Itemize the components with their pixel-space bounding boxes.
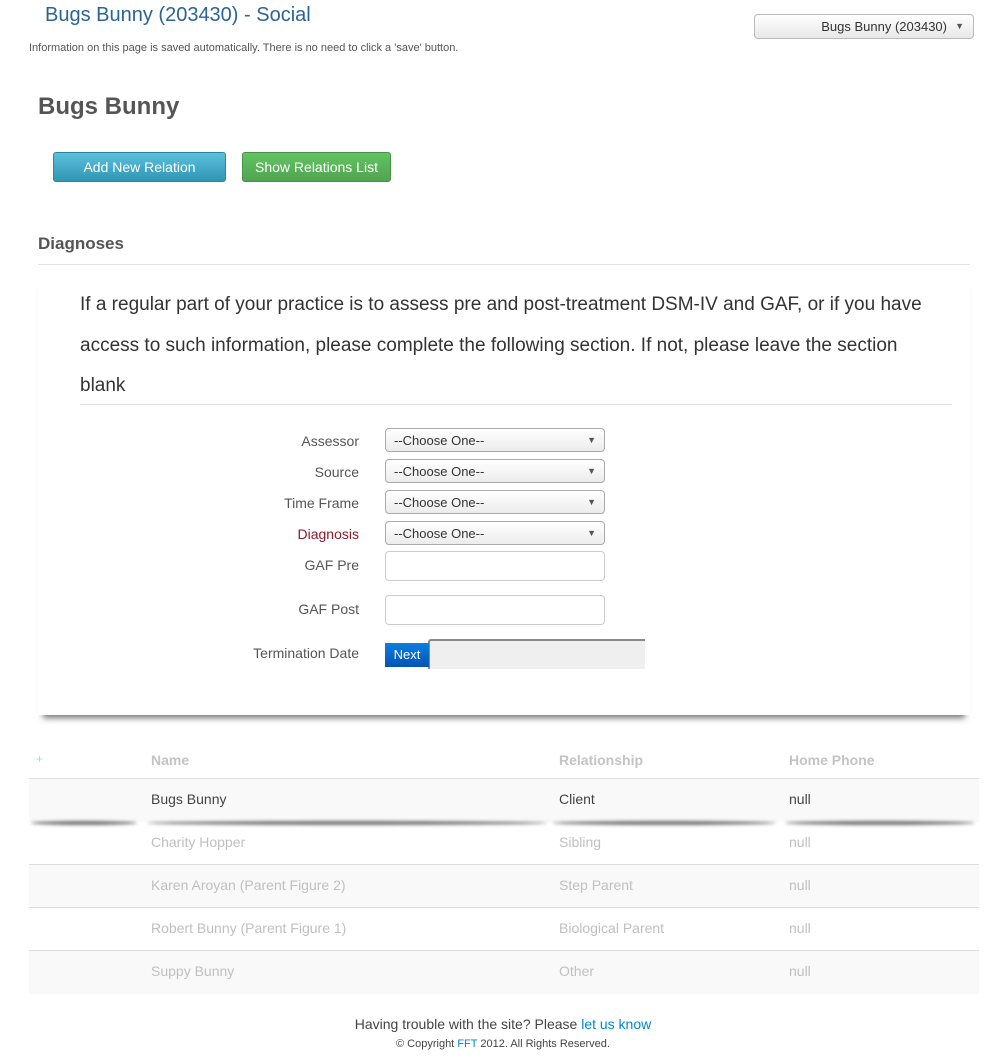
- time-frame-select[interactable]: [385, 490, 605, 514]
- relation-phone: null: [789, 963, 811, 979]
- table-row[interactable]: [29, 865, 979, 908]
- add-new-relation-button[interactable]: Add New Relation: [53, 152, 226, 182]
- patient-selector[interactable]: [754, 14, 974, 39]
- let-us-know-link[interactable]: let us know: [581, 1016, 652, 1032]
- relation-phone: null: [789, 791, 811, 807]
- expand-add-icon[interactable]: +: [36, 752, 44, 766]
- footer-trouble-text: Having trouble with the site? Please: [354, 1016, 578, 1032]
- diagnosis-select-value: --Choose One--: [394, 526, 485, 541]
- gaf-post-label: GAF Post: [298, 601, 359, 617]
- relation-relationship: Sibling: [559, 834, 602, 850]
- assessor-label: Assessor: [301, 433, 359, 449]
- column-header-name[interactable]: Name: [151, 752, 190, 768]
- relation-relationship: Biological Parent: [559, 920, 665, 936]
- relation-relationship: Client: [559, 791, 595, 807]
- next-button[interactable]: Next: [385, 643, 429, 667]
- gaf-pre-label: GAF Pre: [304, 557, 359, 573]
- assessor-select[interactable]: [385, 428, 605, 452]
- assessor-select-value: --Choose One--: [394, 433, 485, 448]
- chevron-down-icon: ▼: [587, 435, 596, 445]
- chevron-down-icon: ▼: [587, 528, 596, 538]
- patient-name-heading: Bugs Bunny: [38, 93, 180, 120]
- relation-phone: null: [789, 834, 811, 850]
- table-row[interactable]: [29, 951, 979, 994]
- relation-name: Bugs Bunny: [151, 791, 227, 807]
- table-row[interactable]: [29, 908, 979, 951]
- intro-divider: [80, 404, 952, 405]
- source-select[interactable]: [385, 459, 605, 483]
- chevron-down-icon: ▼: [955, 21, 964, 31]
- termination-date-label: Termination Date: [253, 645, 359, 661]
- gaf-post-input[interactable]: [385, 595, 605, 625]
- termination-date-input[interactable]: [428, 639, 645, 669]
- relation-phone: null: [789, 877, 811, 893]
- time-frame-label: Time Frame: [284, 495, 359, 511]
- patient-selector-value: Bugs Bunny (203430): [821, 19, 947, 34]
- relation-name: Charity Hopper: [151, 834, 246, 850]
- relation-name: Suppy Bunny: [151, 963, 235, 979]
- column-header-home-phone[interactable]: Home Phone: [789, 752, 875, 768]
- company-link[interactable]: FFT: [457, 1038, 478, 1050]
- gaf-pre-input[interactable]: [385, 551, 605, 581]
- diagnoses-section-title: Diagnoses: [38, 234, 124, 253]
- copyright-prefix: © Copyright: [396, 1038, 455, 1050]
- relation-relationship: Other: [559, 963, 595, 979]
- footer-copyright: [0, 1038, 986, 1050]
- table-row[interactable]: [29, 779, 979, 822]
- chevron-down-icon: ▼: [587, 497, 596, 507]
- time-frame-select-value: --Choose One--: [394, 495, 485, 510]
- diagnoses-intro-text: If a regular part of your practice is to assess pre and post-treatment DSM-IV and GAF, or if you have access to such information, please complete the following section. If not, please leave the section blank: [80, 294, 922, 396]
- autosave-note: Information on this page is saved automatically. There is no need to click a 'save' button.: [29, 42, 459, 54]
- table-row[interactable]: [29, 822, 979, 865]
- relation-relationship: Step Parent: [559, 877, 633, 893]
- chevron-down-icon: ▼: [587, 466, 596, 476]
- copyright-suffix: 2012. All Rights Reserved.: [480, 1038, 610, 1050]
- relation-name: Robert Bunny (Parent Figure 1): [151, 920, 347, 936]
- relation-name: Karen Aroyan (Parent Figure 2): [151, 877, 346, 893]
- show-relations-list-button[interactable]: Show Relations List: [242, 152, 391, 182]
- page-title: Bugs Bunny (203430) - Social: [45, 4, 311, 26]
- column-header-relationship[interactable]: Relationship: [559, 752, 644, 768]
- section-divider: [38, 264, 970, 265]
- relation-phone: null: [789, 920, 811, 936]
- footer-help: [0, 1016, 986, 1032]
- source-select-value: --Choose One--: [394, 464, 485, 479]
- diagnosis-label: Diagnosis: [297, 526, 359, 542]
- diagnosis-select[interactable]: [385, 521, 605, 545]
- source-label: Source: [314, 464, 359, 480]
